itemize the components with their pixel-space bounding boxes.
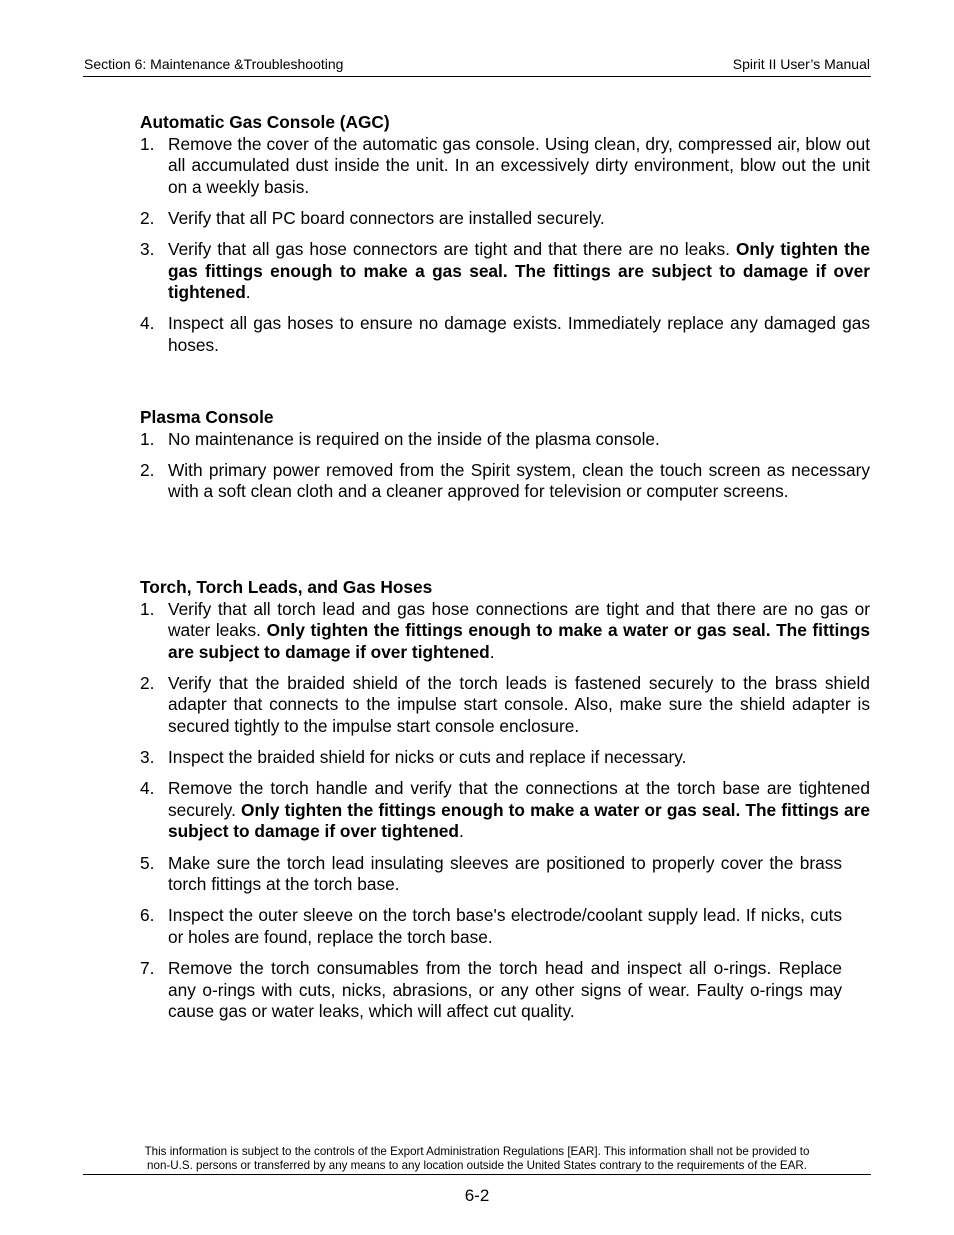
section-agc	[140, 112, 870, 366]
list-number: 1.	[140, 598, 155, 619]
item-warning: Only tighten the gas fittings enough to make a gas seal. The fittings are subject to damage if over tightened	[168, 238, 870, 303]
list-item	[140, 747, 870, 769]
section-torch-leads-hoses	[140, 577, 870, 1032]
item-text: Inspect all gas hoses to ensure no damage exists. Immediately replace any damaged gas hoses.	[168, 313, 870, 355]
plasma-list	[140, 429, 870, 503]
footer-divider	[83, 1174, 871, 1175]
torch-list	[140, 599, 870, 1023]
list-number: 2.	[140, 207, 155, 228]
item-warning: Only tighten the fittings enough to make a water or gas seal. The fittings are subject to damage if over tightened	[168, 620, 870, 662]
list-item	[140, 313, 870, 356]
list-number: 4.	[140, 778, 155, 799]
item-warning: Only tighten the fittings enough to make a water or gas seal. The fittings are subject to damage if over tightened	[168, 799, 870, 842]
item-text: Verify that the braided shield of the torch leads is fastened securely to the brass shield adapter that connects to the impulse start console. Also, make sure the shield adapter is secured tightly to the impulse start console enclosure.	[168, 672, 870, 737]
item-text: Make sure the torch lead insulating sleeves are positioned to properly cover the brass torch fittings at the torch base.	[168, 852, 842, 895]
item-text: Remove the torch consumables from the torch head and inspect all o-rings. Replace any o-rings with cuts, nicks, abrasions, or any other signs of wear. Faulty o-rings may cause gas or water leaks, which will affect cut quality.	[168, 957, 842, 1022]
page-header	[83, 56, 871, 77]
item-text: Inspect the outer sleeve on the torch base's electrode/coolant supply lead. If nicks, cuts or holes are found, replace the torch base.	[168, 905, 842, 947]
item-text: Verify that all torch lead and gas hose connections are tight and that there are no gas or water leaks.	[168, 598, 870, 641]
list-item	[140, 460, 870, 503]
list-item	[140, 673, 870, 738]
header-section-title: Section 6: Maintenance &Troubleshooting	[84, 56, 344, 72]
section-heading: Plasma Console	[140, 407, 274, 427]
list-item	[140, 853, 870, 896]
list-number: 3.	[140, 238, 155, 259]
agc-list	[140, 134, 870, 357]
item-text: Verify that all gas hose connectors are tight and that there are no leaks.	[168, 238, 736, 259]
item-text-end: .	[245, 282, 251, 303]
item-text-end: .	[489, 641, 495, 662]
list-item	[140, 778, 870, 843]
item-text: Remove the cover of the automatic gas console. Using clean, dry, compressed air, blow out all accumulated dust inside the unit. In an excessively dirty environment, blow out the unit on a weekly basis.	[168, 133, 870, 197]
list-number: 2.	[140, 672, 155, 693]
page-number: 6-2	[464, 1186, 490, 1205]
section-heading: Automatic Gas Console (AGC)	[140, 112, 390, 132]
section-plasma-console	[140, 407, 870, 512]
item-text: Remove the torch handle and verify that the connections at the torch base are tightened securely.	[168, 778, 870, 820]
list-item	[140, 958, 870, 1023]
list-item	[140, 134, 870, 199]
list-item	[140, 239, 870, 304]
list-number: 2.	[140, 459, 155, 480]
list-item	[140, 208, 870, 230]
item-text: No maintenance is required on the inside of the plasma console.	[168, 428, 660, 449]
list-number: 1.	[140, 428, 155, 449]
list-number: 6.	[140, 905, 155, 926]
list-number: 7.	[140, 957, 155, 978]
list-item	[140, 905, 870, 948]
section-heading: Torch, Torch Leads, and Gas Hoses	[140, 577, 433, 597]
item-text: With primary power removed from the Spirit system, clean the touch screen as necessary with a soft clean cloth and a cleaner approved for television or computer screens.	[168, 459, 870, 502]
item-text: Verify that all PC board connectors are installed securely.	[168, 207, 605, 228]
export-control-notice	[83, 1145, 871, 1173]
list-number: 5.	[140, 852, 155, 873]
list-number: 3.	[140, 747, 155, 768]
list-item	[140, 599, 870, 664]
item-text: Inspect the braided shield for nicks or cuts and replace if necessary.	[168, 747, 687, 768]
notice-line-1: This information is subject to the controls of the Export Administration Regulations [EAR]. This information shall not be provided to	[144, 1145, 810, 1158]
header-manual-title: Spirit II User’s Manual	[732, 56, 870, 72]
notice-line-2: non-U.S. persons or transferred by any means to any location outside the United States contrary to the requirements of the EAR.	[147, 1159, 807, 1172]
list-number: 1.	[140, 133, 155, 154]
list-number: 4.	[140, 313, 155, 334]
list-item	[140, 429, 870, 451]
item-text-end: .	[458, 821, 464, 842]
